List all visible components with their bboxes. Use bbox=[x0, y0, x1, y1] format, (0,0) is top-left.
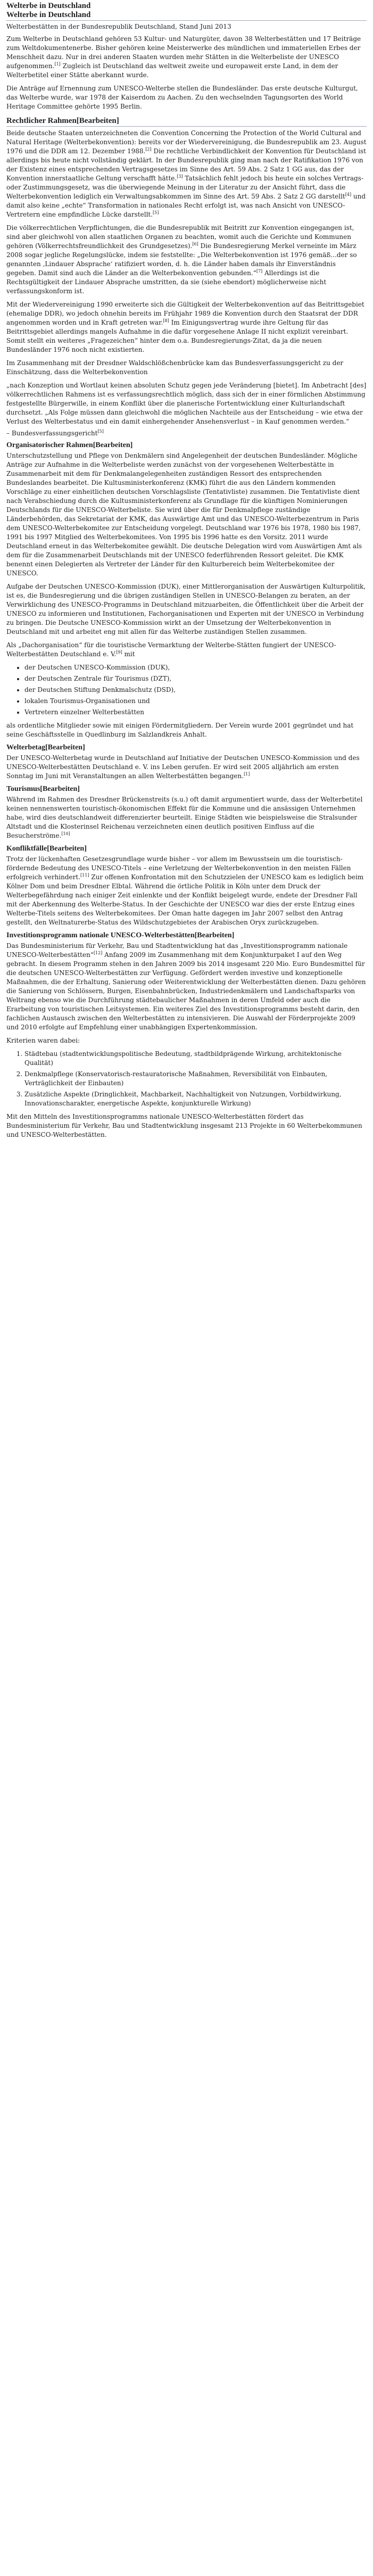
paragraph bbox=[6, 795, 367, 840]
text: Trotz der lückenhaften Gesetzesgrundlage wurde bisher – vor allem im Bewusstsein um die touristisch-fördernde Bedeutung des UNESCO-Titels – eine Verletzung der Welterbekonvention in den meisten Fällen erfolgreich verhindert. bbox=[6, 855, 351, 881]
section-heading-tourismus bbox=[6, 785, 367, 794]
quote-source bbox=[6, 430, 367, 437]
reference-link[interactable]: [8] bbox=[163, 318, 169, 323]
reference-link[interactable]: [9] bbox=[116, 650, 122, 655]
paragraph: Aufgabe der Deutschen UNESCO-Kommission (DUK), einer Mittlerorganisation der Auswärtigen Kulturpolitik, ist es, die Bundesregierung und die übrigen zuständigen Stellen in UNESCO-Belangen zu beraten, an der Verwirklichung des UNESCO-Programms in Deutschland mitzuarbeiten, die Öffentlichkeit über die Arbeit der UNESCO zu informieren und Institutionen, Fachorganisationen und Experten mit der UNESCO in Verbindung zu bringen. Die Deutsche UNESCO-Kommission wirkt an der Umsetzung der Welterbekonvention in Deutschland mit und arbeitet eng mit allen für das Welterbe zuständigen Stellen zusammen. bbox=[6, 583, 366, 635]
reference-link[interactable]: [12] bbox=[93, 951, 103, 955]
text: Der UNESCO-Welterbetag wurde in Deutschland auf Initiative der Deutschen UNESCO-Kommission und des UNESCO-Welterbestätten Deutschland e. V. ins Leben gerufen. Er wird seit 2005 alljährlich am ersten Sonntag im Juni mit Veranstaltungen an allen Welterbestätten begangen. bbox=[6, 754, 360, 780]
text: Die rechtliche Verbindlichkeit der Konvention für Deutschland ist allerdings bis heute nicht vollständig geklärt. In der Bundesrepublik ging man nach der Ratifikation 1976 von der Existenz eines entsprechenden Vertragsgesetzes im Sinne des Art. 59 Abs. 2 Satz 1 GG aus, das der Konvention innerstaatliche Geltung verschafft hätte. bbox=[6, 147, 366, 182]
paragraph: Mit den Mitteln des Investitionsprogramms nationale UNESCO-Welterbestätten fördert das Bundesministerium für Verkehr, Bau und Stadtentwicklung insgesamt 213 Projekte in 60 Welterbekommunen und UNESCO-Welterbestätten. bbox=[6, 1113, 362, 1138]
text: Als „Dachorganisation“ für die touristische Vermarktung der Welterbe-Stätten fungiert der UNESCO-Welterbestätten Deutschland e. V. bbox=[6, 641, 336, 658]
paragraph: Kriterien waren dabei: bbox=[6, 1037, 80, 1044]
heading-text: Welterbetag bbox=[6, 744, 46, 752]
text: Während im Rahmen des Dresdner Brückenstreits (s.u.) oft damit argumentiert wurde, dass der Welterbetitel keinen nennenswerten touristisch-ökonomischen Effekt für die Kommune und die ansässigen Unternehmen habe, wird dies deutschlandweit differenzierter beurteilt. Einige Städten wie beispielsweise die Stralsunder Altstadt und die Klosterinsel Reichenau verzeichneten einen deutlich positiven Einfluss auf die Besucherströme. bbox=[6, 796, 363, 839]
text: Allerdings ist die Rechtsgültigkeit der Lindauer Absprache umstritten, da sie (siehe ebendort) möglicherweise nicht verfassungskonform ist. bbox=[6, 269, 327, 295]
list-item: 1. Städtebau (stadtentwicklungspolitische Bedeutung, stadtbildprägende Wirkung, architektonische Qualität) bbox=[24, 1050, 367, 1068]
paragraph bbox=[6, 641, 367, 659]
text: Das Bundesministerium für Verkehr, Bau und Stadtentwicklung hat das „Investitionsprogramm nationale UNESCO-Welterbestätten“ bbox=[6, 942, 348, 959]
text: Die Bundesregierung Merkel verneinte im März 2008 sogar jegliche Regelungslücke, indem sie feststellte: „Die Welterbekonvention ist 1976 gemäß...der so genannten ‚Lindauer Absprache‘ ratifiziert worden, d. h. die Länder haben damals ihr Einverständnis gegeben. Damit sind auch die Länder an die Welterbekonvention gebunden.“ bbox=[6, 242, 357, 277]
section-heading-organisatorischer-rahmen bbox=[6, 441, 367, 450]
reference-link[interactable]: [2] bbox=[145, 147, 152, 152]
reference-link[interactable]: [5] bbox=[153, 210, 159, 215]
list-item: • Vertretern einzelner Welterbestätten bbox=[24, 708, 367, 717]
heading-text: Konfliktfälle bbox=[6, 845, 47, 853]
intro-paragraph-1 bbox=[6, 35, 367, 80]
paragraph bbox=[6, 754, 367, 781]
list-item: • der Deutschen Stiftung Denkmalschutz (DSD), bbox=[24, 686, 367, 695]
article-subtitle: Welterbestätten in der Bundesrepublik Deutschland, Stand Juni 2013 bbox=[6, 23, 231, 30]
quote: „nach Konzeption und Wortlaut keinen absoluten Schutz gegen jede Veränderung [bietet]. Im Anbetracht [des] völkerrechtlichen Rahmens ist es verfassungsrechtlich möglich, dass sich der in einer förmlichen Abstimmung festgestellte Bürgerwille, in einem Konflikt über die planerische Fortentwicklung einer Kulturlandschaft durchsetzt. „Als Folge müssen dann gleichwohl die möglichen Nachteile aus der Entscheidung – wie etwa der Verlust des Welterbestatus und ein damit einhergehender Ansehensverlust – in Kauf genommen werden.“ bbox=[6, 382, 367, 425]
reference-link[interactable]: [11] bbox=[80, 873, 89, 878]
paragraph: Unterschutzstellung und Pflege von Denkmälern sind Angelegenheit der deutschen Bundesländer. Mögliche Anträge zur Aufnahme in die Welterbeliste werden zunächst von der vorgesehenen Welterbestätte in Zusammenarbeit mit dem für Denkmalangelegenheiten zuständigen Ressort des entsprechenden Bundeslandes bearbeitet. Die Kultusministerkonferenz (KMK) führt die aus den Ländern kommenden Vorschläge zu einer einheitlichen deutschen Vorschlagsliste (Tentativliste) zusammen. Die Tentativliste dient nach Verabschiedung durch die Kultusministerkonferenz als Grundlage für die künftigen Nominierungen Deutschlands für die UNESCO-Welterbeliste. Sie wird über die für Denkmalpflege zuständige Länderbehörden, das Sekretariat der KMK, das Auswärtige Amt und das UNESCO-Welterbezentrum in Paris dem UNESCO-Welterbekomitee zur Entscheidung vorgelegt. Deutschland war 1976 bis 1978, 1980 bis 1987, 1991 bis 1997 Mitglied des Welterbekomitees. Von 1995 bis 1996 hatte es den Vorsitz. 2011 wurde Deutschland erneut in das Welterbekomitee gewählt. Die deutsche Delegation wird vom Auswärtigen Amt als dem für die Zusammenarbeit Deutschlands mit der UNESCO federführenden Ressort geleitet. Die KMK benennt einen Delegierten als Vertreter der Länder für den Kulturbereich beim Welterbekomitee der UNESCO. bbox=[6, 452, 362, 577]
reference-link[interactable]: [3] bbox=[177, 174, 183, 179]
intro-text: Zugleich ist Deutschland das weltweit zweite und europaweit erste Land, in dem der Welterbetitel einer Stätte aberkannt wurde. bbox=[6, 62, 338, 79]
reference-link[interactable]: [4] bbox=[345, 192, 352, 197]
section-heading-konfliktfaelle bbox=[6, 845, 367, 853]
edit-link[interactable]: [Bearbeiten] bbox=[47, 845, 87, 853]
reference-link[interactable]: [5] bbox=[97, 429, 104, 434]
list-item: 2. Denkmalpflege (Konservatorisch-restauratorische Maßnahmen, Reversibilität von Einbauten, Verträglichkeit der Einbauten) bbox=[24, 1070, 367, 1088]
text: Im Einigungsvertrag wurde ihre Geltung für das Beitrittsgebiet allerdings mangels Aufnahme in die dafür vorgesehene Anlage II nicht explizit vereinbart. Somit stellt ein weiteres „Fragezeichen“ hinter dem o.a. Bundesregierungs-Zitat, da ja die neuen Bundesländer 1976 noch nicht existierten. bbox=[6, 319, 349, 353]
list-item: 3. Zusätzliche Aspekte (Dringlichkeit, Machbarkeit, Nachhaltigkeit von Nutzungen, Vorbildwirkung, Innovationscharakter, energetische Aspekte, konjunkturelle Wirkung) bbox=[24, 1090, 367, 1108]
edit-link[interactable]: [Bearbeiten] bbox=[76, 117, 119, 125]
reference-link[interactable]: [6] bbox=[192, 242, 198, 246]
heading-text: Tourismus bbox=[6, 785, 40, 793]
section-heading-investitionsprogramm bbox=[6, 931, 367, 940]
reference-link[interactable]: [7] bbox=[256, 269, 263, 274]
paragraph: als ordentliche Mitglieder sowie mit einigen Fördermitgliedern. Der Verein wurde 2001 gegründet und hat seine Geschäftsstelle in Quedlinburg im Salzlandkreis Anhalt. bbox=[6, 722, 354, 738]
criteria-list bbox=[6, 1050, 367, 1108]
paragraph bbox=[6, 855, 367, 927]
intro-text: Zum Welterbe in Deutschland gehören 53 Kultur- und Naturgüter, davon 38 Welterbestätten und 17 Beiträge zum Weltdokumentenerbe. Bisher gehören keine Meisterwerke des mündlichen und immateriellen Erbes der Menschheit dazu. Nur in drei anderen Staaten wurden mehr Stätten in die Welterbeliste der UNESCO aufgenommen. bbox=[6, 35, 361, 70]
text: – Bundesverfassungsgericht bbox=[6, 430, 98, 437]
text: Tatsächlich fehlt jedoch bis heute ein solches Vertrags- oder Zustimmungsgesetz, was die überwiegende Meinung in der Literatur zu der Ansicht führt, dass die Welterbekonvention lediglich ein Verwaltungsabkommen im Sinne des Art. 59 Abs. 2 Satz 2 GG darstellt bbox=[6, 175, 363, 200]
list-item: • lokalen Tourismus-Organisationen und bbox=[24, 697, 367, 706]
text: Zur offenen Konfrontation mit den Schutzzielen der UNESCO kam es lediglich beim Kölner Dom und beim Dresdner Elbtal. Während die örtliche Politik in Köln unter dem Druck der Welterbegefährdung nach einiger Zeit einlenkte und der Konflikt beigelegt wurde, endete der Dresdner Fall mit der Aberkennung des Welterbe-Status. In der Geschichte der UNESCO war dies der erste Entzug eines Welterbe-Titels seitens des Welterbekomitees. Der Oman hatte dagegen im Jahr 2007 selbst den Antrag gestellt, den Weltnaturerbe-Status des Wildschutzgebietes der Arabischen Oryx zurückzugeben. bbox=[6, 873, 364, 926]
article-title: Welterbe in Deutschland bbox=[6, 11, 367, 21]
list-item: • der Deutschen Zentrale für Tourismus (DZT), bbox=[24, 674, 367, 683]
text: Anfang 2009 im Zusammenhang mit dem Konjunkturpaket I auf den Weg gebracht. In diesem Programm stehen in den Jahren 2009 bis 2014 insgesamt 220 Mio. Euro Bundesmittel für die deutschen UNESCO-Welterbestätten zur Verfügung. Gefördert werden investive und konzeptionelle Maßnahmen, die der Erhaltung, Sanierung oder Weiterentwicklung der Welterbestätten dienen. Dazu gehören die Sanierung von Schlössern, Burgen, Eisenbahnbrücken, Industriedenkmälern und Landschaftsparks von Weltrang ebenso wie die Durchführung städtebaulicher Maßnahmen in deren Umfeld oder auch die Erarbeitung von touristischen Leitsystemen. Ein weiteres Ziel des Investitionsprogramms besteht darin, den fachlichen Austausch zwischen den Welterbestätten zu intensivieren. Die Auswahl der Förderprojekte 2009 und 2010 erfolgte auf Empfehlung einer unabhängigen Expertenkommission. bbox=[6, 951, 366, 1031]
reference-link[interactable]: [10] bbox=[61, 831, 70, 836]
text: Beide deutsche Staaten unterzeichneten die Convention Concerning the Protection of the World Cultural and Natural Heritage (Welterbekonvention): bereits vor der Wiedervereinigung, die Bundesrepublik am 23. August 1976 und die DDR am 12. Dezember 1988. bbox=[6, 129, 367, 155]
edit-link[interactable]: [Bearbeiten] bbox=[40, 785, 80, 793]
edit-link[interactable]: [Bearbeiten] bbox=[194, 931, 235, 939]
section-heading-rechtlicher-rahmen bbox=[6, 117, 367, 127]
text: und damit also keine „echte“ Transformation in nationales Recht erfolgt ist, was nach Ansicht von UNESCO-Vertretern eine empfindliche Lücke darstellt. bbox=[6, 193, 366, 218]
paragraph bbox=[6, 942, 367, 1032]
reference-link[interactable]: [1] bbox=[54, 62, 61, 67]
reference-link[interactable]: [1] bbox=[244, 772, 250, 777]
heading-text: Rechtlicher Rahmen bbox=[6, 117, 77, 125]
heading-text: Investitionsprogramm nationale UNESCO-Welterbestätten bbox=[6, 931, 195, 939]
page-title: Welterbe in Deutschland bbox=[6, 2, 91, 10]
paragraph: Im Zusammenhang mit der Dresdner Waldschlößchenbrücke kam das Bundesverfassungsgericht zu der Einschätzung, dass die Welterbekonvention bbox=[6, 359, 344, 376]
paragraph bbox=[6, 224, 367, 296]
intro-paragraph-2: Die Anträge auf Ernennung zum UNESCO-Welterbe stellen die Bundesländer. Das erste deutsche Kulturgut, das Welterbe wurde, war 1978 der Kaiserdom zu Aachen. Zu den wechselnden Tagungsorten des World Heritage Committee gehörte 1995 Berlin. bbox=[6, 85, 358, 110]
member-list bbox=[6, 663, 367, 717]
edit-link[interactable]: [Bearbeiten] bbox=[45, 744, 85, 752]
page bbox=[0, 2, 373, 1149]
paragraph bbox=[6, 300, 367, 354]
text: Mit der Wiedervereinigung 1990 erweiterte sich die Gültigkeit der Welterbekonvention auf das Beitrittsgebiet (ehemalige DDR), wo jedoch ohnehin bereits im Frühjahr 1989 die Konvention durch den Staatsrat der DDR angenommen worden und in Kraft getreten war. bbox=[6, 301, 364, 326]
list-item: • der Deutschen UNESCO-Kommission (DUK), bbox=[24, 663, 367, 672]
paragraph bbox=[6, 129, 367, 219]
text: mit bbox=[122, 650, 135, 658]
heading-text: Organisatorischer Rahmen bbox=[6, 441, 93, 449]
text: Die völkerrechtlichen Verpflichtungen, die die Bundesrepublik mit Beitritt zur Konvention eingegangen ist, sind aber gleichwohl von allen staatlichen Organen zu beachten, womit auch die Gerichte und Kommunen gehören (Völkerrechtsfreundlichkeit des Grundgesetzes). bbox=[6, 224, 354, 250]
section-heading-welterbetag bbox=[6, 744, 367, 752]
edit-link[interactable]: [Bearbeiten] bbox=[93, 441, 133, 449]
